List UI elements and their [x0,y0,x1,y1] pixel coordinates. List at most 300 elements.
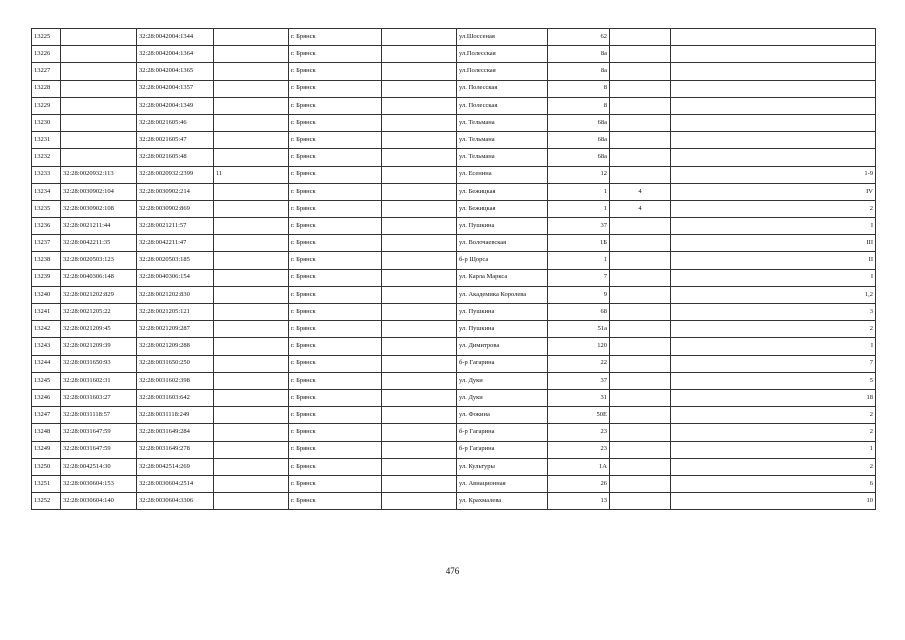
cell-f10 [671,97,876,114]
cell-cad2: 32:28:0021211:57 [137,218,214,235]
cell-cad1 [61,29,137,46]
table-row [32,114,876,131]
cell-f6 [382,424,457,441]
cell-city: г. Брянск [289,114,382,131]
cell-f9 [610,424,671,441]
cell-n: 13236 [32,218,61,235]
cell-house: 8а [548,46,610,63]
cell-street: ул. Димитрова [457,338,548,355]
cell-street: ул. Академика Королева [457,286,548,303]
cell-f9 [610,475,671,492]
cell-n: 13240 [32,286,61,303]
table-row [32,441,876,458]
cell-f4 [214,269,289,286]
table-row [32,200,876,217]
cell-f6 [382,441,457,458]
cell-f6 [382,338,457,355]
cell-cad1: 32:28:0030902:104 [61,183,137,200]
table-row [32,63,876,80]
cell-n: 13239 [32,269,61,286]
cell-city: г. Брянск [289,372,382,389]
cell-f9 [610,218,671,235]
cell-cad1: 32:28:0042211:35 [61,235,137,252]
cell-f9 [610,407,671,424]
cell-f9 [610,235,671,252]
cell-f10: 6 [671,475,876,492]
cell-cad2: 32:28:0020503:185 [137,252,214,269]
cell-f6 [382,97,457,114]
cell-cad1: 32:28:0021202:829 [61,286,137,303]
table-row [32,235,876,252]
cell-f9 [610,252,671,269]
table-row [32,321,876,338]
cell-f4 [214,493,289,510]
cell-house: 51а [548,321,610,338]
cell-cad2: 32:28:0031602:398 [137,372,214,389]
table-row [32,80,876,97]
cell-f9 [610,304,671,321]
cell-f10: IV [671,183,876,200]
cell-cad1: 32:28:0031650:93 [61,355,137,372]
cell-cad1: 32:28:0031603:27 [61,389,137,406]
cell-cad1: 32:28:0040306:148 [61,269,137,286]
cell-house: 68 [548,304,610,321]
cell-f10 [671,149,876,166]
cell-f6 [382,114,457,131]
cell-f10 [671,132,876,149]
cell-cad1: 32:28:0031602:31 [61,372,137,389]
cell-street: ул.Полесская [457,63,548,80]
cell-f6 [382,218,457,235]
cell-cad2: 32:28:0031603:642 [137,389,214,406]
cell-cad2: 32:28:0042004:1365 [137,63,214,80]
cell-f10: 1 [671,441,876,458]
cell-house: 1Б [548,235,610,252]
cell-f6 [382,475,457,492]
cell-f10 [671,29,876,46]
cell-f10: 5 [671,372,876,389]
cell-f4 [214,183,289,200]
cell-f6 [382,321,457,338]
table-row [32,29,876,46]
cell-city: г. Брянск [289,458,382,475]
cell-n: 13249 [32,441,61,458]
cell-f9 [610,269,671,286]
cell-cad2: 32:28:0030604:2514 [137,475,214,492]
cell-house: 12 [548,166,610,183]
cell-cad1: 32:28:0020503:123 [61,252,137,269]
table-row [32,372,876,389]
cell-street: ул. Бежицкая [457,183,548,200]
cell-house: 22 [548,355,610,372]
cell-n: 13226 [32,46,61,63]
cell-cad2: 32:28:0021605:47 [137,132,214,149]
cell-f4 [214,389,289,406]
cell-cad2: 32:28:0031649:278 [137,441,214,458]
table-row [32,458,876,475]
cell-street: ул.Шоссеная [457,29,548,46]
cell-f4 [214,304,289,321]
cell-cad1: 32:28:0030604:153 [61,475,137,492]
cell-cad2: 32:28:0031649:284 [137,424,214,441]
table-row [32,46,876,63]
cell-f6 [382,235,457,252]
cell-n: 13242 [32,321,61,338]
cell-cad2: 32:28:0042211:47 [137,235,214,252]
cell-cad1: 32:28:0042514:30 [61,458,137,475]
cell-cad2: 32:28:0042004:1349 [137,97,214,114]
cell-f10: 10 [671,493,876,510]
cell-street: ул. Бежицкая [457,200,548,217]
cell-cad1 [61,80,137,97]
cell-house: 9 [548,286,610,303]
cell-f6 [382,29,457,46]
cell-f10: I [671,338,876,355]
cell-f9 [610,338,671,355]
cell-f10 [671,80,876,97]
cell-f10: I [671,218,876,235]
cell-house: 68а [548,114,610,131]
cell-city: г. Брянск [289,97,382,114]
cell-house: 23 [548,424,610,441]
cell-house: 13 [548,493,610,510]
cell-house: 31 [548,389,610,406]
table-row [32,338,876,355]
cell-n: 13231 [32,132,61,149]
cell-f4 [214,29,289,46]
cell-f9 [610,166,671,183]
cell-f4 [214,321,289,338]
cell-f9 [610,441,671,458]
cell-city: г. Брянск [289,493,382,510]
cell-city: г. Брянск [289,321,382,338]
cell-city: г. Брянск [289,63,382,80]
cell-n: 13252 [32,493,61,510]
cell-cad2: 32:28:0030902:214 [137,183,214,200]
cell-street: ул. Пушкина [457,218,548,235]
cell-f9 [610,97,671,114]
cell-street: ул. Тельмана [457,149,548,166]
table-row [32,132,876,149]
cell-cad2: 32:28:0021205:121 [137,304,214,321]
cell-cad1: 32:28:0030604:140 [61,493,137,510]
table-row [32,218,876,235]
cell-f9: 4 [610,183,671,200]
cell-street: ул. Полесская [457,80,548,97]
registry-rows [32,29,876,510]
cell-n: 13250 [32,458,61,475]
cell-cad2: 32:28:0042514:269 [137,458,214,475]
cell-f4 [214,46,289,63]
cell-house: 120 [548,338,610,355]
cell-f10: 2 [671,200,876,217]
cell-n: 13235 [32,200,61,217]
cell-f4 [214,63,289,80]
cell-f4 [214,80,289,97]
cell-f4 [214,372,289,389]
cell-f4 [214,114,289,131]
cell-cad2: 32:28:0042004:1357 [137,80,214,97]
cell-f6 [382,269,457,286]
table-row [32,183,876,200]
cell-f10: 7 [671,355,876,372]
cell-f10: 3 [671,304,876,321]
cell-house: 26 [548,475,610,492]
cell-street: ул. Пушкина [457,304,548,321]
cell-cad1: 32:28:0021211:44 [61,218,137,235]
cell-cad2: 32:28:0021605:48 [137,149,214,166]
cell-f9 [610,286,671,303]
cell-house: 1 [548,252,610,269]
cell-f9 [610,321,671,338]
cell-street: ул. Фокина [457,407,548,424]
cell-street: ул. Дуки [457,389,548,406]
cell-house: 7 [548,269,610,286]
cell-f4 [214,218,289,235]
cell-n: 13230 [32,114,61,131]
cell-city: г. Брянск [289,338,382,355]
cell-f4 [214,475,289,492]
cell-f10 [671,46,876,63]
cell-f9 [610,132,671,149]
cell-house: 50Е [548,407,610,424]
cell-f4: 11 [214,166,289,183]
cell-house: 1 [548,200,610,217]
cell-f6 [382,372,457,389]
cell-house: 62 [548,29,610,46]
cell-city: г. Брянск [289,200,382,217]
cell-city: г. Брянск [289,424,382,441]
cell-n: 13248 [32,424,61,441]
cell-f4 [214,338,289,355]
cell-f10: 18 [671,389,876,406]
cell-house: 68а [548,132,610,149]
cell-cad1: 32:28:0020932:113 [61,166,137,183]
cell-city: г. Брянск [289,46,382,63]
cell-f6 [382,183,457,200]
cell-street: ул. Полесская [457,97,548,114]
cell-cad1: 32:28:0030902:108 [61,200,137,217]
cell-f4 [214,355,289,372]
cell-cad1: 32:28:0031118:57 [61,407,137,424]
cell-f9 [610,63,671,80]
cell-cad1: 32:28:0031647:59 [61,424,137,441]
cell-f6 [382,132,457,149]
cell-house: 8 [548,97,610,114]
cell-n: 13241 [32,304,61,321]
cell-n: 13244 [32,355,61,372]
cell-cad2: 32:28:0030902:869 [137,200,214,217]
table-row [32,407,876,424]
cell-cad1 [61,63,137,80]
cell-street: ул. Крахмалева [457,493,548,510]
cell-cad1 [61,97,137,114]
cell-f4 [214,252,289,269]
cell-f6 [382,149,457,166]
cell-n: 13237 [32,235,61,252]
cell-n: 13234 [32,183,61,200]
cell-cad1 [61,114,137,131]
cell-cad1 [61,149,137,166]
cell-f9 [610,114,671,131]
table-row [32,252,876,269]
cell-f10: 1,2 [671,286,876,303]
cell-n: 13233 [32,166,61,183]
cell-house: 37 [548,372,610,389]
cell-street: ул. Культуры [457,458,548,475]
cell-n: 13245 [32,372,61,389]
cell-f4 [214,458,289,475]
cell-cad2: 32:28:0021209:288 [137,338,214,355]
cell-f6 [382,200,457,217]
cell-cad2: 32:28:0020932:2399 [137,166,214,183]
cell-f10: 2 [671,407,876,424]
cell-f6 [382,355,457,372]
cell-f6 [382,407,457,424]
cell-cad2: 32:28:0031650:250 [137,355,214,372]
cell-f4 [214,424,289,441]
cell-f9 [610,458,671,475]
cell-street: ул.Полесская [457,46,548,63]
cell-city: г. Брянск [289,441,382,458]
cell-f9 [610,493,671,510]
cell-cad1 [61,46,137,63]
cell-cad1 [61,132,137,149]
cell-house: 1А [548,458,610,475]
cell-f10 [671,114,876,131]
cell-street: ул. Тельмана [457,132,548,149]
cell-house: 37 [548,218,610,235]
cell-street: б-р Гагарина [457,424,548,441]
cell-f9: 4 [610,200,671,217]
cell-city: г. Брянск [289,269,382,286]
cell-n: 13251 [32,475,61,492]
cell-f4 [214,149,289,166]
cell-n: 13225 [32,29,61,46]
cell-city: г. Брянск [289,304,382,321]
cell-f6 [382,389,457,406]
cell-f10: 1-9 [671,166,876,183]
cell-city: г. Брянск [289,235,382,252]
table-row [32,97,876,114]
cell-n: 13243 [32,338,61,355]
cell-city: г. Брянск [289,286,382,303]
cell-f4 [214,200,289,217]
cell-f10: I [671,269,876,286]
cell-f4 [214,235,289,252]
cell-city: г. Брянск [289,252,382,269]
cell-f9 [610,355,671,372]
cell-f6 [382,166,457,183]
cell-street: ул. Карла Маркса [457,269,548,286]
cell-f4 [214,132,289,149]
cell-city: г. Брянск [289,29,382,46]
cell-f9 [610,149,671,166]
cell-street: б-р Щорса [457,252,548,269]
cell-f6 [382,46,457,63]
cell-city: г. Брянск [289,407,382,424]
page-number: 476 [445,566,460,576]
cell-house: 23 [548,441,610,458]
cell-f9 [610,46,671,63]
table-row [32,166,876,183]
cell-f6 [382,493,457,510]
cell-f6 [382,458,457,475]
cell-f10: 2 [671,458,876,475]
cell-f4 [214,97,289,114]
table-row [32,286,876,303]
cell-street: б-р Гагарина [457,441,548,458]
cell-cad1: 32:28:0031647:59 [61,441,137,458]
cell-house: 68а [548,149,610,166]
cell-street: ул. Тельмана [457,114,548,131]
table-row [32,475,876,492]
cell-city: г. Брянск [289,389,382,406]
cell-n: 13247 [32,407,61,424]
cell-cad2: 32:28:0030604:3306 [137,493,214,510]
cell-f6 [382,80,457,97]
cell-city: г. Брянск [289,183,382,200]
cell-f9 [610,29,671,46]
cell-city: г. Брянск [289,475,382,492]
cell-n: 13229 [32,97,61,114]
table-row [32,304,876,321]
cell-f6 [382,252,457,269]
registry-table [31,28,876,510]
cell-f6 [382,63,457,80]
cell-f9 [610,372,671,389]
cell-house: 1 [548,183,610,200]
cell-street: б-р Гагарина [457,355,548,372]
cell-f4 [214,286,289,303]
cell-city: г. Брянск [289,132,382,149]
cell-f10 [671,63,876,80]
cell-f10: 2 [671,424,876,441]
cell-cad2: 32:28:0042004:1364 [137,46,214,63]
cell-street: ул. Дуки [457,372,548,389]
cell-cad2: 32:28:0040306:154 [137,269,214,286]
cell-cad2: 32:28:0031118:249 [137,407,214,424]
cell-city: г. Брянск [289,218,382,235]
cell-cad2: 32:28:0021202:830 [137,286,214,303]
cell-f10: II [671,252,876,269]
cell-cad1: 32:28:0021205:22 [61,304,137,321]
cell-f6 [382,286,457,303]
cell-cad2: 32:28:0021605:46 [137,114,214,131]
table-row [32,355,876,372]
cell-f4 [214,441,289,458]
cell-n: 13246 [32,389,61,406]
cell-f10: 2 [671,321,876,338]
cell-street: ул. Пушкина [457,321,548,338]
cell-cad2: 32:28:0042004:1344 [137,29,214,46]
cell-street: ул. Есенина [457,166,548,183]
cell-n: 13228 [32,80,61,97]
cell-street: ул. Авиационная [457,475,548,492]
cell-cad1: 32:28:0021209:45 [61,321,137,338]
cell-house: 8 [548,80,610,97]
table-row [32,424,876,441]
cell-f10: III [671,235,876,252]
cell-n: 13227 [32,63,61,80]
cell-city: г. Брянск [289,149,382,166]
cell-f6 [382,304,457,321]
cell-street: ул. Волочаевская [457,235,548,252]
cell-city: г. Брянск [289,355,382,372]
cell-cad1: 32:28:0021209:39 [61,338,137,355]
cell-f9 [610,80,671,97]
cell-house: 8а [548,63,610,80]
